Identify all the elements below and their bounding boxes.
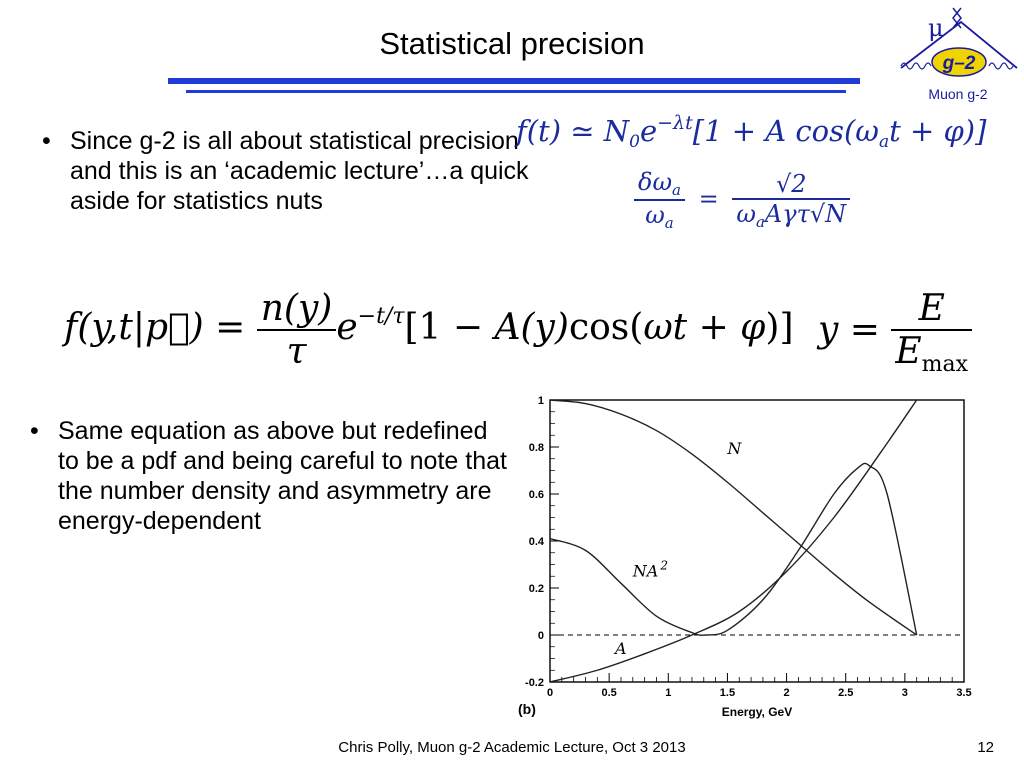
bullet-2-text: Same equation as above but redefined to be a pdf and being careful to note that the number density and asymmetry are energy-dependent <box>58 417 507 535</box>
x-tick-label: 0 <box>546 687 554 699</box>
page-title: Statistical precision <box>379 26 645 61</box>
equation-decay-fit: f(t) ≃ $N_0e^{-\lambda t}[1 + A$ $\cos(\omega_at + \varphi)$] <box>516 112 987 152</box>
x-tick-label: 0.5 <box>601 687 617 699</box>
chart-frame <box>550 400 964 682</box>
y-tick-label: 0.2 <box>528 583 544 595</box>
series-line-na2 <box>550 463 917 635</box>
y-tick-label: 1 <box>537 395 544 407</box>
logo-g2-label: g–2 <box>942 53 976 74</box>
x-tick-label: 3.5 <box>956 687 972 699</box>
series-label-n: N <box>727 439 742 459</box>
x-tick-label: 1 <box>665 687 672 699</box>
energy-dependence-chart <box>512 390 982 722</box>
panel-label: (b) <box>518 701 536 717</box>
y-tick-label: 0.4 <box>528 536 544 548</box>
series-label-na: NA $^2$ <box>632 558 669 581</box>
y-tick-label: 0 <box>537 630 544 642</box>
series-label-a: A <box>615 638 627 658</box>
footer: Chris Polly, Muon g-2 Academic Lecture, Oct 3 2013 <box>338 739 686 756</box>
title-underline-thick <box>168 78 860 84</box>
bullet-dot: • <box>42 127 51 155</box>
logo-mu-symbol: μ <box>928 14 944 42</box>
x-tick-label: 2 <box>783 687 790 699</box>
equation-energy-fraction: y = $\frac{E}{E_{max}}$ <box>818 288 972 377</box>
x-axis-label: Energy, GeV <box>721 705 793 719</box>
x-tick-label: 2.5 <box>838 687 854 699</box>
title-underline-thin <box>186 90 846 93</box>
y-tick-label: -0.2 <box>525 677 544 689</box>
logo-caption: Muon g-2 <box>928 86 988 102</box>
x-tick-label: 1.5 <box>719 687 736 699</box>
equation-precision: $\frac{\delta\omega_a}{\omega_a}$ = $\frac{√2}{\omega_aA\gamma\tau√N}$ <box>634 168 850 232</box>
equation-pdf: f(y,t|p⃗) = $\frac{n(y)}{\tau}$ $e^{-t/\tau}[1 - A(y)\cos(\omega t + \varphi)]$ <box>64 288 794 372</box>
series-line-n <box>550 400 917 635</box>
bullet-1-text: Since g-2 is all about statistical precision and this is an ‘academic lecture’…a quick aside for statistics nuts <box>70 127 529 215</box>
y-tick-label: 0.6 <box>528 489 544 501</box>
y-tick-label: 0.8 <box>528 442 544 454</box>
page-number: 12 <box>977 739 994 756</box>
x-tick-label: 3 <box>901 687 908 699</box>
bullet-dot: • <box>30 417 39 445</box>
